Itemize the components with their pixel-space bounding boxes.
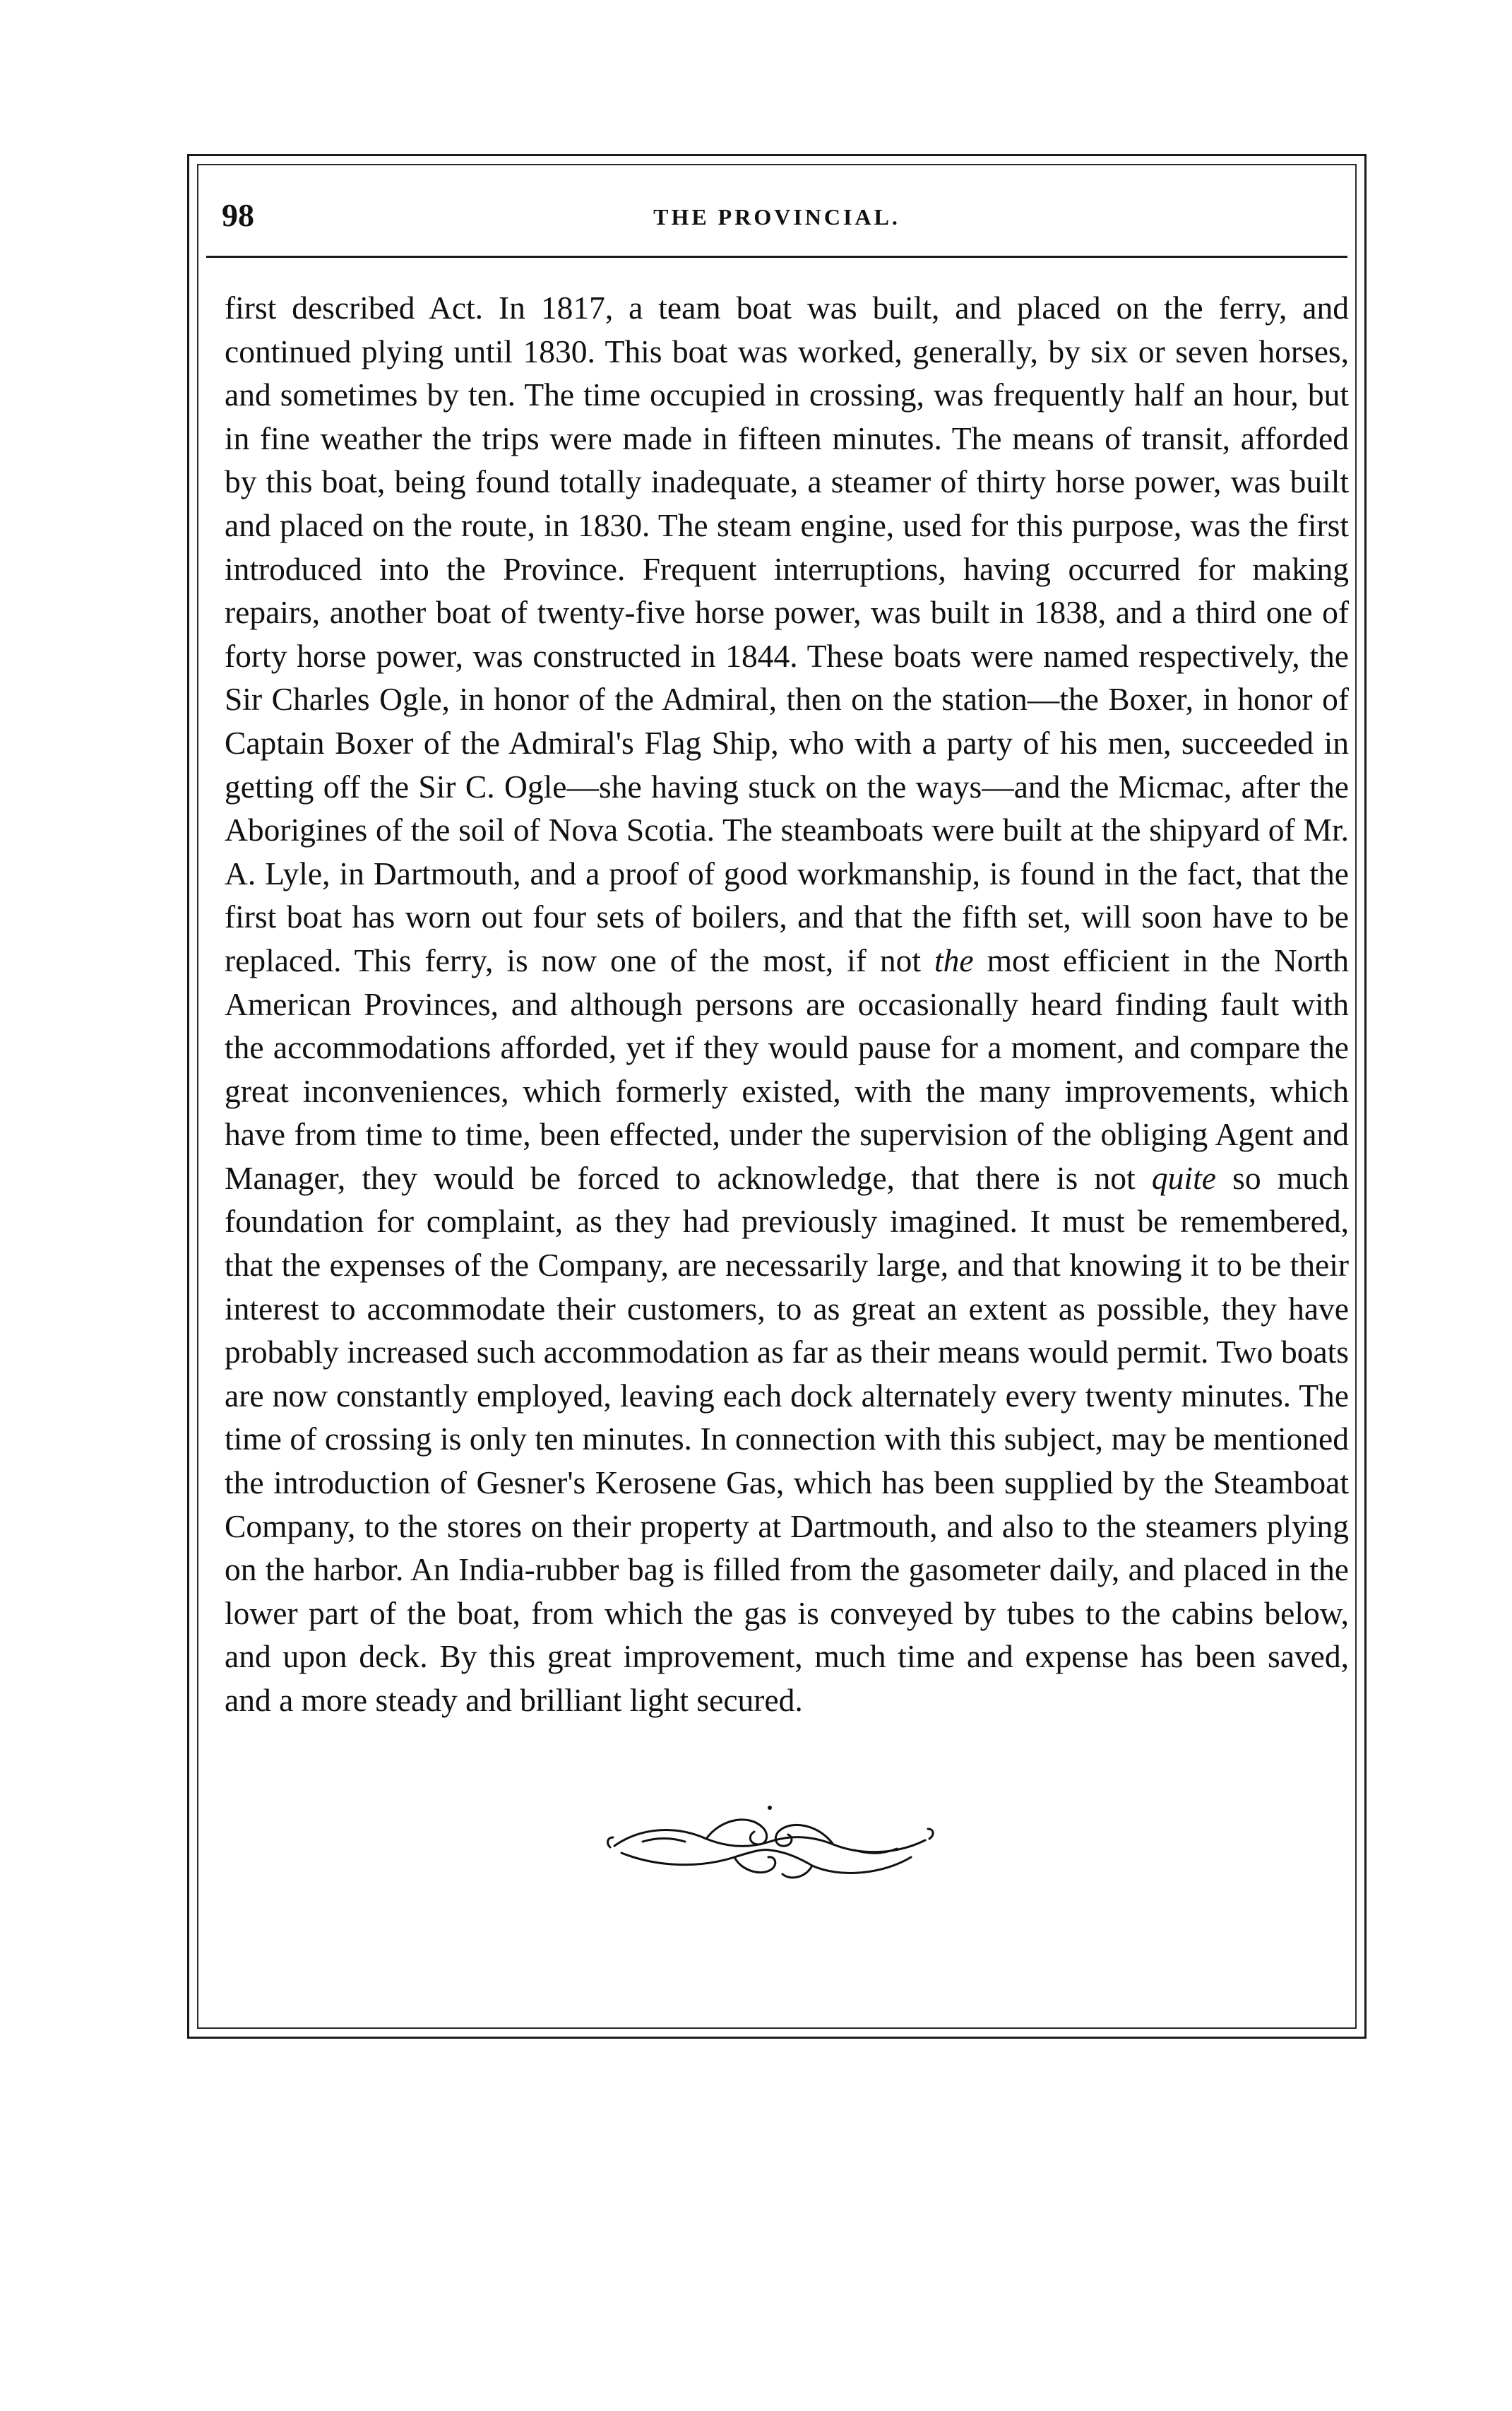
body-text-part-1: first described Act. In 1817, a team boat was built, and placed on the ferry, and continued plying until 1830. This boat was worked, generally, by six or seven horses, and sometimes by ten. The time occupied in crossing, was frequently half an hour, but in fine weather the trips were made in fifteen minutes. The means of transit, afforded by this boat, being found totally inadequate, a steamer of thirty horse power, was built and placed on the route, in 1830. The steam engine, used for this purpose, was the first introduced into the Province. Frequent interruptions, having occurred for making repairs, another boat of twenty-five horse power, was built in 1838, and a third one of forty horse power, was constructed in 1844. These boats were named respectively, the Sir Charles Ogle, in honor of the Admiral, then on the station—the Boxer, in honor of Captain Boxer of the Admiral's Flag Ship, who with a party of his men, succeeded in getting off the Sir C. Ogle—she having stuck on the ways—and the Micmac, after the Aborigines of the soil of Nova Scotia. The steamboats were built at the shipyard of Mr. A. Lyle, in Dartmouth, and a proof of good workmanship, is found in the fact, that the first boat has worn out four sets of boilers, and that the fifth set, will soon have to be replaced. This ferry, is now one of the most, if not bbox=[225, 290, 1349, 978]
scroll-flourish-icon bbox=[600, 1798, 939, 1890]
body-paragraph bbox=[225, 286, 1349, 1722]
body-text-part-2: most efficient in the North American Provinces, and although persons are occasionally heard finding fault with the accommodations afforded, yet if they would pause for a moment, and compare the great inconveniences, which formerly existed, with the many improvements, which have from time to time, been effected, under the supervision of the obliging Agent and Manager, they would be forced to acknowledge, that there is not bbox=[225, 942, 1349, 1196]
page-header bbox=[212, 194, 1342, 244]
body-text-part-3: so much foundation for complaint, as they had previously imagined. It must be remembered, that the expenses of the Company, are necessarily large, and that knowing it to be their interest to accommodate their customers, to as great an extent as possible, they have probably increased such accommodation as far as their means would permit. Two boats are now constantly employed, leaving each dock alternately every twenty minutes. The time of crossing is only ten minutes. In connection with this subject, may be mentioned the introduction of Gesner's Kerosene Gas, which has been supplied by the Steamboat Company, to the stores on their property at Dartmouth, and also to the steamers plying on the harbor. An India-rubber bag is filled from the gasometer daily, and placed in the lower part of the boat, from which the gas is conveyed by tubes to the cabins below, and upon deck. By this great improvement, much time and expense has been saved, and a more steady and brilliant light secured. bbox=[225, 1159, 1349, 1718]
emphasis-quite: quite bbox=[1151, 1159, 1216, 1196]
header-rule bbox=[206, 256, 1347, 258]
running-head: THE PROVINCIAL. bbox=[653, 204, 900, 230]
emphasis-the: the bbox=[934, 942, 974, 978]
page-number: 98 bbox=[222, 197, 254, 233]
